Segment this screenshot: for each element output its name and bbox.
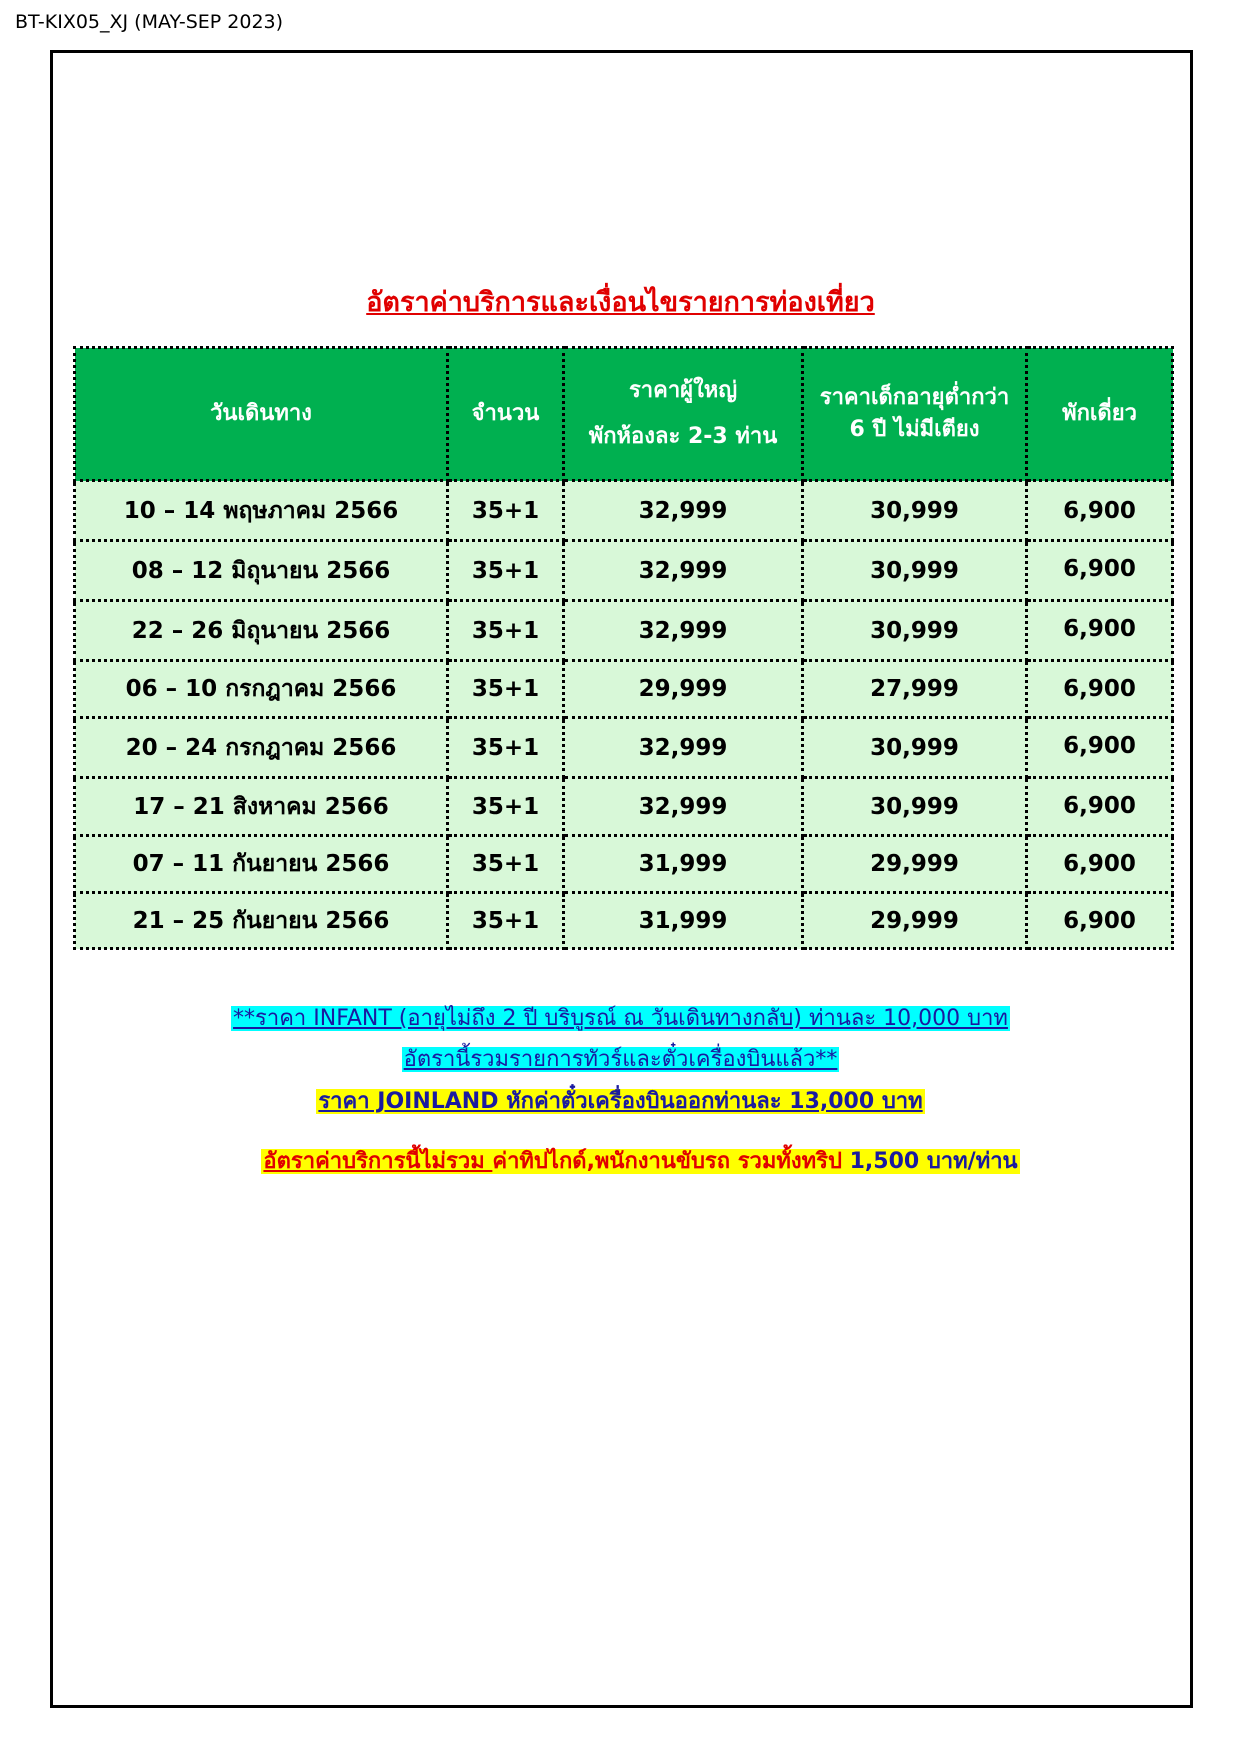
document-code: BT-KIX05_XJ (MAY-SEP 2023) <box>15 11 284 33</box>
cell-date: 06 – 10 กรกฎาคม 2566 <box>75 661 448 718</box>
cell-seats: 35+1 <box>448 778 564 836</box>
cell-single-supplement: 6,900 <box>1027 541 1173 601</box>
tip-note-prefix: อัตราค่าบริการนี้ไม่รวม <box>263 1149 493 1174</box>
cell-child-price: 30,999 <box>803 541 1027 601</box>
tip-note-amount: 1,500 บาท/ท่าน <box>849 1149 1018 1174</box>
infant-note-line2: อัตรานี้รวมรายการทัวร์และตั๋วเครื่องบินแล้ว** <box>403 1047 838 1072</box>
rates-table <box>73 346 1174 950</box>
cell-seats: 35+1 <box>448 481 564 541</box>
cell-date: 21 – 25 กันยายน 2566 <box>75 893 448 949</box>
cell-date: 20 – 24 กรกฎาคม 2566 <box>75 718 448 778</box>
page-title: อัตราค่าบริการและเงื่อนไขรายการท่องเที่ยว <box>366 287 875 318</box>
header-single-supplement: พักเดี่ยว <box>1027 348 1173 481</box>
table-row <box>75 661 1173 718</box>
cell-adult-price: 32,999 <box>564 541 803 601</box>
cell-child-price: 29,999 <box>803 836 1027 893</box>
cell-date: 10 – 14 พฤษภาคม 2566 <box>75 481 448 541</box>
cell-seats: 35+1 <box>448 541 564 601</box>
header-child-line2: 6 ปี ไม่มีเตียง <box>849 417 980 442</box>
table-row <box>75 893 1173 949</box>
joinland-note: ราคา JOINLAND หักค่าตั๋วเครื่องบินออกท่านละ 13,000 บาท <box>318 1089 923 1114</box>
header-child-line1: ราคาเด็กอายุต่ำกว่า <box>819 385 1010 411</box>
cell-date: 07 – 11 กันยายน 2566 <box>75 836 448 893</box>
cell-single-supplement: 6,900 <box>1027 893 1173 949</box>
cell-child-price: 30,999 <box>803 778 1027 836</box>
cell-child-price: 30,999 <box>803 718 1027 778</box>
cell-date: 22 – 26 มิถุนายน 2566 <box>75 601 448 661</box>
table-row <box>75 836 1173 893</box>
header-date: วันเดินทาง <box>75 348 448 481</box>
cell-single-supplement: 6,900 <box>1027 601 1173 661</box>
cell-seats: 35+1 <box>448 893 564 949</box>
table-row <box>75 718 1173 778</box>
cell-adult-price: 32,999 <box>564 718 803 778</box>
cell-adult-price: 29,999 <box>564 661 803 718</box>
cell-single-supplement: 6,900 <box>1027 836 1173 893</box>
cell-date: 17 – 21 สิงหาคม 2566 <box>75 778 448 836</box>
header-adult-line1: ราคาผู้ใหญ่ <box>628 378 738 404</box>
table-row <box>75 778 1173 836</box>
cell-adult-price: 31,999 <box>564 893 803 949</box>
header-child-price <box>803 348 1027 481</box>
cell-seats: 35+1 <box>448 836 564 893</box>
tip-note-middle: ค่าทิปไกด์,พนักงานขับรถ รวมทั้งทริป <box>492 1149 850 1174</box>
table-row <box>75 481 1173 541</box>
tip-note <box>0 1143 1241 1178</box>
cell-child-price: 29,999 <box>803 893 1027 949</box>
cell-adult-price: 32,999 <box>564 778 803 836</box>
table-row <box>75 601 1173 661</box>
infant-note-line1: **ราคา INFANT (อายุไม่ถึง 2 ปี บริบูรณ์ ณ วันเดินทางกลับ) ท่านละ 10,000 บาท <box>233 1006 1008 1031</box>
cell-single-supplement: 6,900 <box>1027 481 1173 541</box>
cell-date: 08 – 12 มิถุนายน 2566 <box>75 541 448 601</box>
cell-seats: 35+1 <box>448 718 564 778</box>
cell-seats: 35+1 <box>448 661 564 718</box>
cell-child-price: 30,999 <box>803 601 1027 661</box>
header-adult-price <box>564 348 803 481</box>
cell-child-price: 27,999 <box>803 661 1027 718</box>
cell-seats: 35+1 <box>448 601 564 661</box>
table-header-row <box>75 348 1173 481</box>
cell-single-supplement: 6,900 <box>1027 718 1173 778</box>
cell-adult-price: 32,999 <box>564 601 803 661</box>
cell-child-price: 30,999 <box>803 481 1027 541</box>
header-adult-line2: พักห้องละ 2-3 ท่าน <box>588 424 778 449</box>
cell-adult-price: 31,999 <box>564 836 803 893</box>
table-row <box>75 541 1173 601</box>
cell-single-supplement: 6,900 <box>1027 778 1173 836</box>
header-seats: จำนวน <box>448 348 564 481</box>
cell-adult-price: 32,999 <box>564 481 803 541</box>
cell-single-supplement: 6,900 <box>1027 661 1173 718</box>
